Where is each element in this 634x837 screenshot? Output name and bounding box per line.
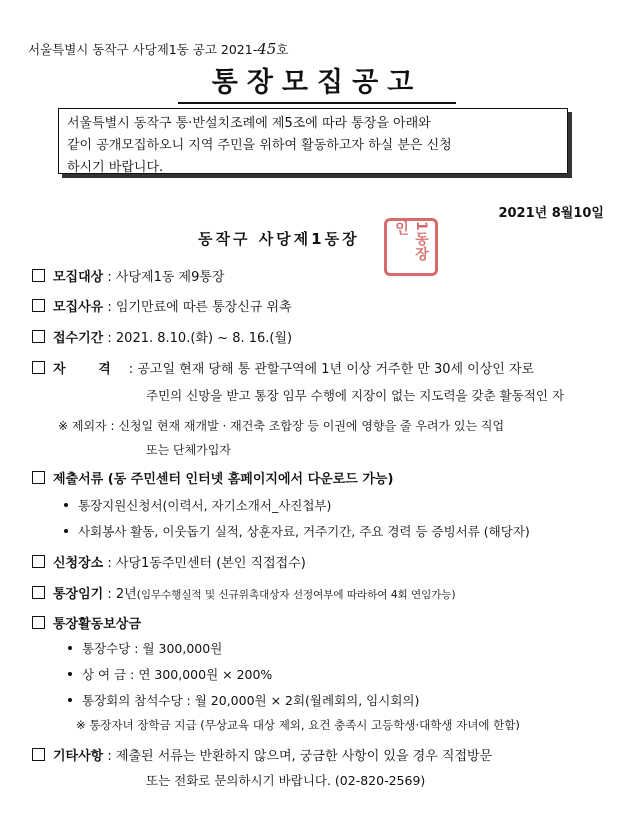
- exclusion-label: ※ 제외자 :: [58, 419, 115, 433]
- item-documents: [32, 468, 393, 487]
- bullet-icon: [68, 672, 72, 676]
- bullet-text: 통장지원신청서(이력서, 자기소개서_사진첩부): [78, 498, 332, 513]
- item-label: 모집대상: [53, 270, 104, 285]
- item-recruit-target: [32, 266, 225, 285]
- intro-line-3: 하시기 바랍니다.: [67, 160, 164, 175]
- documents-bullet-1: [64, 496, 331, 514]
- item-colon: :: [107, 587, 112, 602]
- intro-line-2: 같이 공개모집하오니 지역 주민을 위하여 활동하고자 하실 분은 신청: [67, 138, 452, 153]
- checkbox-icon: [32, 299, 45, 312]
- bullet-icon: [64, 529, 68, 533]
- item-period: [32, 327, 292, 346]
- item-label: 신청장소: [53, 556, 104, 571]
- official-seal: [384, 218, 438, 276]
- item-label: 모집사유: [53, 300, 104, 315]
- term-note: (임무수행실적 및 신규위촉대상자 선정여부에 따라하여 4회 연임가능): [136, 589, 456, 601]
- notice-number-line: [28, 40, 288, 58]
- item-label: 접수기간: [53, 331, 104, 346]
- item-colon: :: [107, 556, 112, 571]
- intro-line-1: 서울특별시 동작구 통·반설치조례에 제5조에 따라 통장을 아래와: [67, 116, 431, 131]
- item-label: 제출서류 (동 주민센터 인터넷 홈페이지에서 다운로드 가능): [53, 472, 394, 487]
- notice-number-handwritten: 45: [257, 40, 277, 58]
- notice-suffix: 호: [276, 42, 289, 57]
- item-colon: :: [107, 749, 112, 764]
- seal-text: 1동장인: [393, 221, 429, 262]
- bullet-text: 상 여 금 : 연 300,000원 × 200%: [82, 667, 273, 682]
- item-recruit-reason: [32, 296, 292, 315]
- other-line-2: 또는 전화로 문의하시기 바랍니다. (02-820-2569): [146, 773, 426, 788]
- item-label: 자 격: [53, 362, 125, 377]
- exclusion-line-2: 또는 단체가입자: [146, 443, 231, 457]
- compensation-bullet-2: [68, 665, 272, 683]
- item-value: 사당제1동 제9통장: [115, 270, 225, 285]
- bullet-text: 사회봉사 활동, 이웃돕기 실적, 상훈자료, 거주기간, 주요 경력 등 증빙서류 (해당자): [78, 524, 530, 539]
- compensation-bullet-3: [68, 691, 419, 709]
- item-colon: :: [128, 362, 134, 377]
- item-label: 통장임기: [53, 587, 104, 602]
- item-term: [32, 583, 456, 602]
- item-colon: :: [107, 300, 112, 315]
- item-value: 2021. 8.10.(화) ~ 8. 16.(월): [115, 331, 293, 346]
- checkbox-icon: [32, 616, 45, 629]
- item-compensation: [32, 613, 141, 632]
- bullet-text: 통장수당 : 월 300,000원: [82, 641, 223, 656]
- checkbox-icon: [32, 748, 45, 761]
- checkbox-icon: [32, 471, 45, 484]
- compensation-bullet-1: [68, 639, 222, 657]
- item-other: [32, 745, 492, 764]
- exclusion-text-1: 신청일 현재 재개발 · 재건축 조합장 등 이권에 영향을 줄 우려가 있는 직업: [118, 419, 505, 433]
- item-qualification: [32, 358, 534, 377]
- qualification-line-1: 공고일 현재 당해 통 관할구역에 1년 이상 거주한 만 30세 이상인 자로: [137, 362, 535, 377]
- qualification-line-2: 주민의 신망을 받고 통장 임무 수행에 지장이 없는 지도력을 갖춘 활동적인 자: [146, 388, 565, 403]
- intro-box: [58, 108, 568, 174]
- checkbox-icon: [32, 330, 45, 343]
- item-value: 2년: [115, 587, 137, 602]
- page-title: 통장모집공고: [178, 66, 456, 104]
- checkbox-icon: [32, 555, 45, 568]
- item-colon: :: [107, 331, 112, 346]
- item-location: [32, 552, 306, 571]
- bullet-icon: [68, 698, 72, 702]
- item-colon: :: [107, 270, 112, 285]
- exclusion-line-1: [58, 417, 504, 434]
- bullet-icon: [64, 503, 68, 507]
- other-line-1: 제출된 서류는 반환하지 않으며, 궁금한 사항이 있을 경우 직접방문: [115, 749, 493, 764]
- scholarship-note: ※ 통장자녀 장학금 지급 (무상교육 대상 제외, 요건 충족시 고등학생·대학생 자녀에 한함): [76, 718, 520, 732]
- notice-date: 2021년 8월10일: [498, 206, 604, 221]
- checkbox-icon: [32, 269, 45, 282]
- issuing-org: 동작구 사당제1동장: [198, 230, 360, 248]
- checkbox-icon: [32, 586, 45, 599]
- bullet-text: 통장회의 참석수당 : 월 20,000원 × 2회(월례회의, 임시회의): [82, 693, 420, 708]
- notice-prefix: 서울특별시 동작구 사당제1동 공고 2021-: [28, 42, 258, 57]
- item-value: 사당1동주민센터 (본인 직접접수): [115, 556, 306, 571]
- bullet-icon: [68, 646, 72, 650]
- item-label: 기타사항: [53, 749, 104, 764]
- documents-bullet-2: [64, 522, 530, 540]
- item-value: 임기만료에 따른 통장신규 위촉: [115, 300, 292, 315]
- checkbox-icon: [32, 361, 45, 374]
- item-label: 통장활동보상금: [53, 617, 141, 632]
